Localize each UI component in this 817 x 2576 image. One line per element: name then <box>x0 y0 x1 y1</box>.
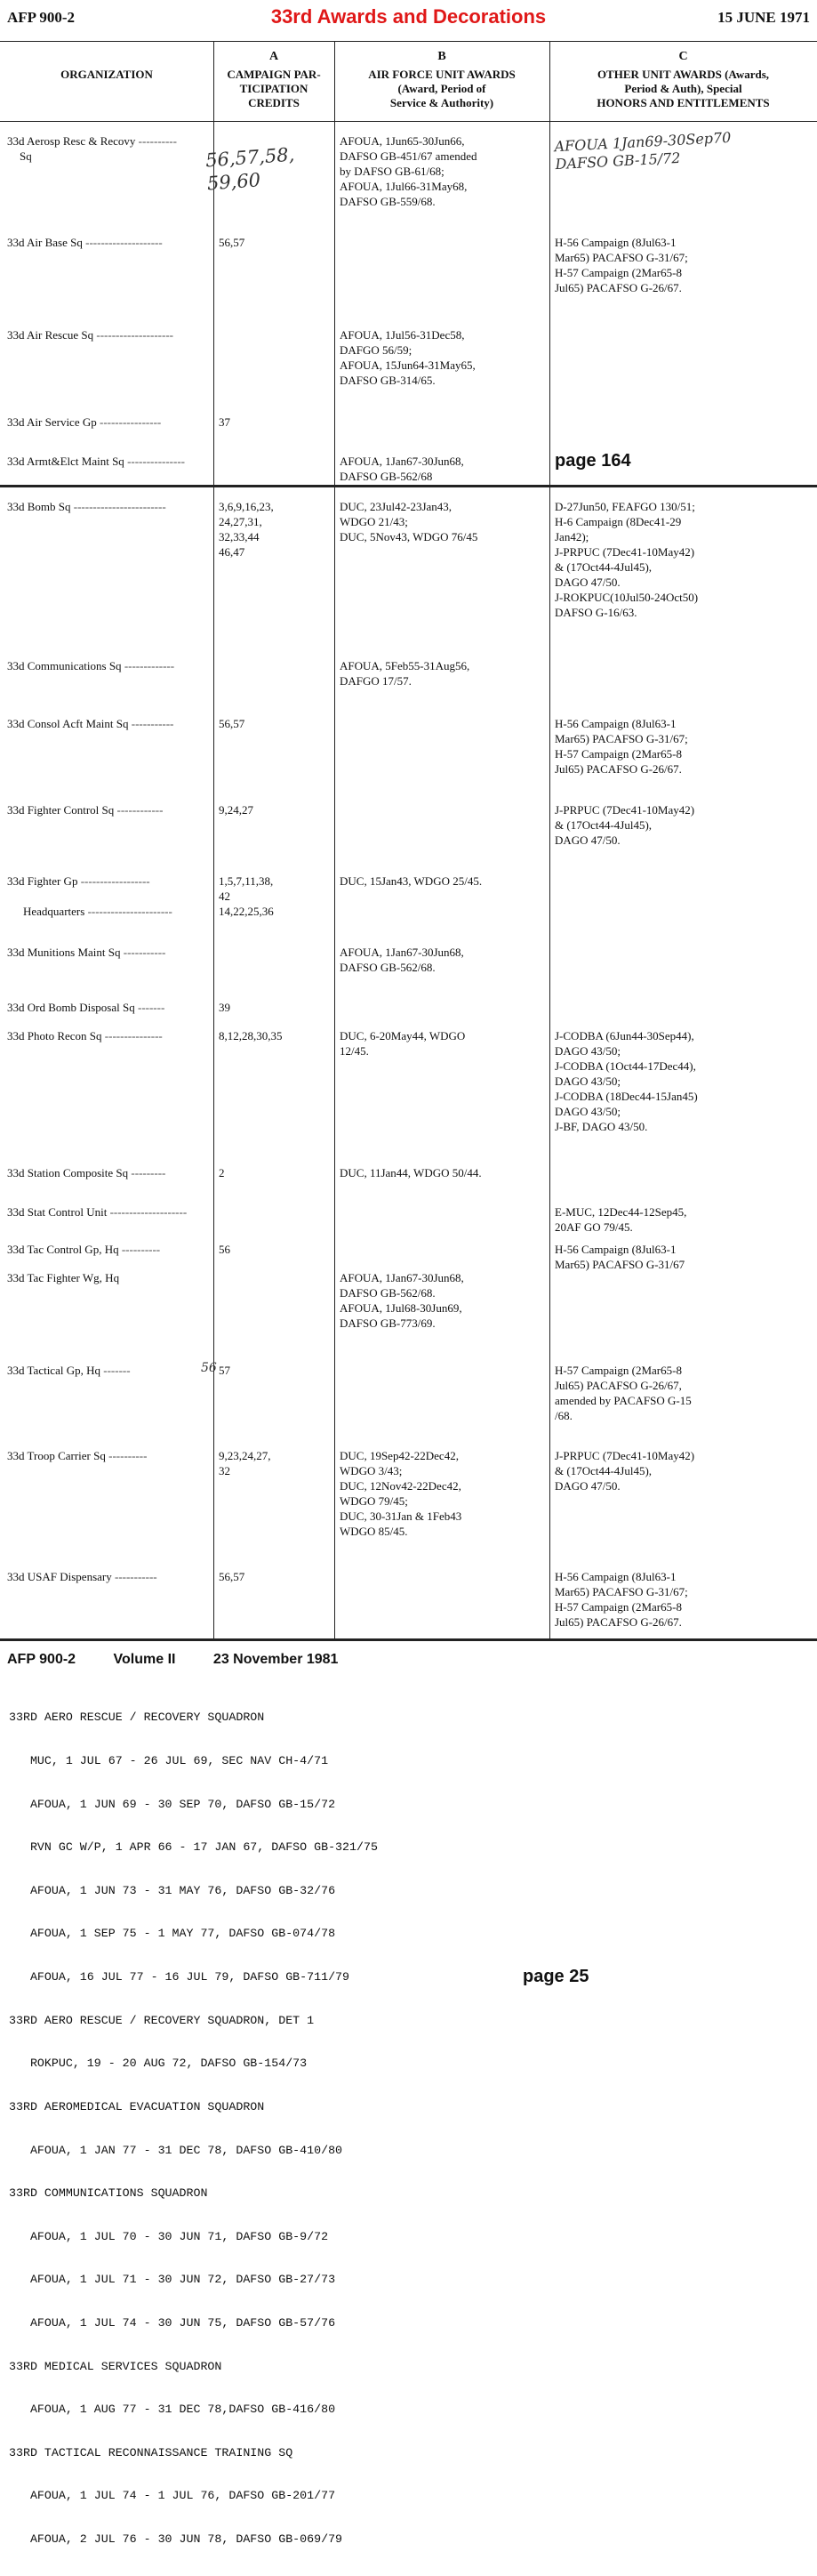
column-header-other-awards: OTHER UNIT AWARDS (Awards, Period & Auth), Special HONORS AND ENTITLEMENTS <box>597 68 770 109</box>
campaign-credits: 1,5,7,11,38, 42 14,22,25,36 <box>219 874 274 918</box>
organization-name: 33d Tac Fighter Wg, Hq <box>7 1271 120 1284</box>
organization-name: 33d Photo Recon Sq --------------- <box>7 1029 163 1042</box>
campaign-credits: 56,57 <box>219 1570 245 1583</box>
organization-sub-name: Headquarters ---------------------- <box>23 905 172 918</box>
organization-name: 33d Bomb Sq ------------------------ <box>7 500 166 513</box>
other-unit-awards: J-PRPUC (7Dec41-10May42) & (17Oct44-4Jul45), DAGO 47/50. <box>555 1449 695 1493</box>
section-volume: Volume II <box>113 1652 176 1667</box>
af-unit-awards: AFOUA, 5Feb55-31Aug56, DAFGO 17/57. <box>340 659 470 688</box>
organization-name: 33d Air Base Sq -------------------- <box>7 236 163 249</box>
other-unit-awards: H-57 Campaign (2Mar65-8 Jul65) PACAFSO G-26/67, amended by PACAFSO G-15 /68. <box>555 1364 692 1422</box>
page-break-rule <box>0 485 817 487</box>
section-header <box>7 1652 372 1668</box>
list-item: AFOUA, 16 JUL 77 - 16 JUL 79, DAFSO GB-711/79 <box>9 1970 350 1984</box>
list-item: 33RD AEROMEDICAL EVACUATION SQUADRON <box>9 2099 265 2113</box>
list-item: AFOUA, 1 JAN 77 - 31 DEC 78, DAFSO GB-410/80 <box>9 2143 343 2157</box>
campaign-credits: 56,57 <box>219 717 245 730</box>
volume-ii-section <box>0 1641 817 2546</box>
handwritten-tac-note: 56 <box>201 1361 217 1375</box>
af-unit-awards: AFOUA, 1Jan67-30Jun68, DAFSO GB-562/68. <box>340 946 464 974</box>
organization-name-cont: Sq <box>20 149 32 163</box>
column-divider-c <box>549 41 550 1638</box>
organization-name: 33d Air Service Gp ---------------- <box>7 415 162 429</box>
af-unit-awards: DUC, 15Jan43, WDGO 25/45. <box>340 874 483 888</box>
list-item: MUC, 1 JUL 67 - 26 JUL 69, SEC NAV CH-4/71 <box>9 1754 329 1768</box>
list-item: AFOUA, 1 AUG 77 - 31 DEC 78,DAFSO GB-416/80 <box>9 2403 336 2417</box>
table-header-rule <box>0 121 817 122</box>
handwritten-award-note: AFOUA 1Jan69-30Sep70 DAFSO GB-15/72 <box>554 128 732 173</box>
af-unit-awards: DUC, 19Sep42-22Dec42, WDGO 3/43; DUC, 12Nov42-22Dec42, WDGO 79/45; DUC, 30-31Jan & 1Feb43 WDGO 85/45. <box>340 1449 462 1538</box>
other-unit-awards: E-MUC, 12Dec44-12Sep45, 20AF GO 79/45. <box>555 1205 687 1234</box>
organization-name: 33d Munitions Maint Sq ----------- <box>7 946 166 959</box>
other-unit-awards: H-56 Campaign (8Jul63-1 Mar65) PACAFSO G-31/67 <box>555 1243 685 1271</box>
list-item: 33RD COMMUNICATIONS SQUADRON <box>9 2186 208 2201</box>
other-unit-awards: J-PRPUC (7Dec41-10May42) & (17Oct44-4Jul45), DAGO 47/50. <box>555 803 695 847</box>
column-letter-a: A <box>268 50 279 63</box>
list-item: AFOUA, 1 JUN 69 - 30 SEP 70, DAFSO GB-15/72 <box>9 1797 336 1811</box>
section-doc-number: AFP 900-2 <box>7 1652 76 1667</box>
list-item: AFOUA, 1 SEP 75 - 1 MAY 77, DAFSO GB-074/78 <box>9 1927 336 1941</box>
list-item: 33RD AERO RESCUE / RECOVERY SQUADRON <box>9 1711 265 1725</box>
campaign-credits: 56 <box>219 1243 230 1256</box>
organization-name: 33d Consol Acft Maint Sq ----------- <box>7 717 174 730</box>
column-header-campaign: CAMPAIGN PAR- TICIPATION CREDITS <box>227 68 321 109</box>
page-label: page 164 <box>555 451 631 471</box>
organization-name: 33d Communications Sq ------------- <box>7 659 175 672</box>
af-unit-awards: AFOUA, 1Jun65-30Jun66, DAFSO GB-451/67 amended by DAFSO GB-61/68; AFOUA, 1Jul66-31May68, DAFSO GB-559/68. <box>340 134 477 208</box>
column-divider-a <box>213 41 214 1638</box>
column-divider-b <box>334 41 335 1638</box>
column-header-organization: ORGANIZATION <box>60 68 153 81</box>
af-unit-awards: DUC, 11Jan44, WDGO 50/44. <box>340 1166 482 1179</box>
other-unit-awards: H-56 Campaign (8Jul63-1 Mar65) PACAFSO G-31/67; H-57 Campaign (2Mar65-8 Jul65) PACAFSO G-26/67. <box>555 717 688 776</box>
af-unit-awards: DUC, 6-20May44, WDGO 12/45. <box>340 1029 466 1058</box>
list-item: AFOUA, 2 JUL 76 - 30 JUN 78, DAFSO GB-069/79 <box>9 2532 343 2546</box>
campaign-credits: 2 <box>219 1166 225 1179</box>
list-item: AFOUA, 1 JUN 73 - 31 MAY 76, DAFSO GB-32/76 <box>9 1883 336 1897</box>
column-letter-b: B <box>437 50 446 63</box>
af-unit-awards: AFOUA, 1Jul56-31Dec58, DAFGO 56/59; AFOUA, 15Jun64-31May65, DAFSO GB-314/65. <box>340 328 476 387</box>
list-item: AFOUA, 1 JUL 71 - 30 JUN 72, DAFSO GB-27/73 <box>9 2273 336 2287</box>
organization-name: 33d Armt&Elct Maint Sq --------------- <box>7 455 185 468</box>
campaign-credits: 39 <box>219 1001 230 1014</box>
organization-name: 33d Fighter Control Sq ------------ <box>7 803 164 817</box>
list-item: 33RD AERO RESCUE / RECOVERY SQUADRON, DET 1 <box>9 2013 315 2027</box>
column-header-af-unit-awards: AIR FORCE UNIT AWARDS (Award, Period of Service & Authority) <box>368 68 516 109</box>
campaign-credits: 9,23,24,27, 32 <box>219 1449 271 1477</box>
organization-name: 33d USAF Dispensary ----------- <box>7 1570 157 1583</box>
document-header <box>0 0 817 37</box>
organization-name: 33d Tac Control Gp, Hq ---------- <box>7 1243 161 1256</box>
page-label: page 25 <box>523 1967 589 1986</box>
other-unit-awards: H-56 Campaign (8Jul63-1 Mar65) PACAFSO G-31/67; H-57 Campaign (2Mar65-8 Jul65) PACAFSO G-26/67. <box>555 236 688 294</box>
organization-name: 33d Aerosp Resc & Recovy ---------- <box>7 134 177 148</box>
document-number: AFP 900-2 <box>7 9 76 26</box>
campaign-credits: 37 <box>219 415 230 429</box>
campaign-credits: 8,12,28,30,35 <box>219 1029 283 1042</box>
other-unit-awards: H-56 Campaign (8Jul63-1 Mar65) PACAFSO G-31/67; H-57 Campaign (2Mar65-8 Jul65) PACAFSO G-26/67. <box>555 1570 688 1629</box>
other-unit-awards: J-CODBA (6Jun44-30Sep44), DAGO 43/50; J-CODBA (1Oct44-17Dec44), DAGO 43/50; J-CODBA (18Dec44-15Jan45) DAGO 43/50; J-BF, DAGO 43/50. <box>555 1029 698 1133</box>
other-unit-awards: D-27Jun50, FEAFGO 130/51; H-6 Campaign (8Dec41-29 Jan42); J-PRPUC (7Dec41-10May42) & (17Oct44-4Jul45), DAGO 47/50. J-ROKPUC(10Jul50-24Oct50) DAFSO G-16/63. <box>555 500 699 619</box>
af-unit-awards: DUC, 23Jul42-23Jan43, WDGO 21/43; DUC, 5Nov43, WDGO 76/45 <box>340 500 478 543</box>
list-item: AFOUA, 1 JUL 70 - 30 JUN 71, DAFSO GB-9/72 <box>9 2229 329 2243</box>
organization-name: 33d Stat Control Unit -------------------- <box>7 1205 188 1219</box>
award-listing <box>9 1682 378 2576</box>
column-letter-c: C <box>678 50 688 63</box>
list-item: AFOUA, 1 JUL 74 - 1 JUL 76, DAFSO GB-201/77 <box>9 2489 336 2503</box>
list-item: RVN GC W/P, 1 APR 66 - 17 JAN 67, DAFSO GB-321/75 <box>9 1840 378 1855</box>
campaign-credits: 3,6,9,16,23, 24,27,31, 32,33,44 46,47 <box>219 500 274 559</box>
table-top-rule <box>0 41 817 42</box>
list-item: 33RD TACTICAL RECONNAISSANCE TRAINING SQ <box>9 2445 293 2459</box>
list-item: 33RD MEDICAL SERVICES SQUADRON <box>9 2359 222 2373</box>
organization-name: 33d Station Composite Sq --------- <box>7 1166 166 1179</box>
list-item: AFOUA, 1 JUL 74 - 30 JUN 75, DAFSO GB-57/76 <box>9 2315 336 2330</box>
campaign-credits: 9,24,27 <box>219 803 253 817</box>
organization-name: 33d Ord Bomb Disposal Sq ------- <box>7 1001 165 1014</box>
organization-name: 33d Troop Carrier Sq ---------- <box>7 1449 148 1462</box>
list-item: ROKPUC, 19 - 20 AUG 72, DAFSO GB-154/73 <box>9 2057 308 2071</box>
document-date: 15 JUNE 1971 <box>717 9 810 26</box>
af-unit-awards: AFOUA, 1Jan67-30Jun68, DAFSO GB-562/68 <box>340 455 464 483</box>
handwritten-campaign-note: 56,57,58, 59,60 <box>204 143 296 195</box>
campaign-credits: 56,57 <box>219 236 245 249</box>
campaign-credits: 57 <box>219 1364 230 1377</box>
section-date: 23 November 1981 <box>212 1652 339 1667</box>
af-unit-awards: AFOUA, 1Jan67-30Jun68, DAFSO GB-562/68. AFOUA, 1Jul68-30Jun69, DAFSO GB-773/69. <box>340 1271 464 1330</box>
organization-name: 33d Air Rescue Sq -------------------- <box>7 328 173 342</box>
organization-name: 33d Fighter Gp ------------------ <box>7 874 150 888</box>
organization-name: 33d Tactical Gp, Hq ------- <box>7 1364 131 1377</box>
page-title: 33rd Awards and Decorations <box>270 5 547 28</box>
